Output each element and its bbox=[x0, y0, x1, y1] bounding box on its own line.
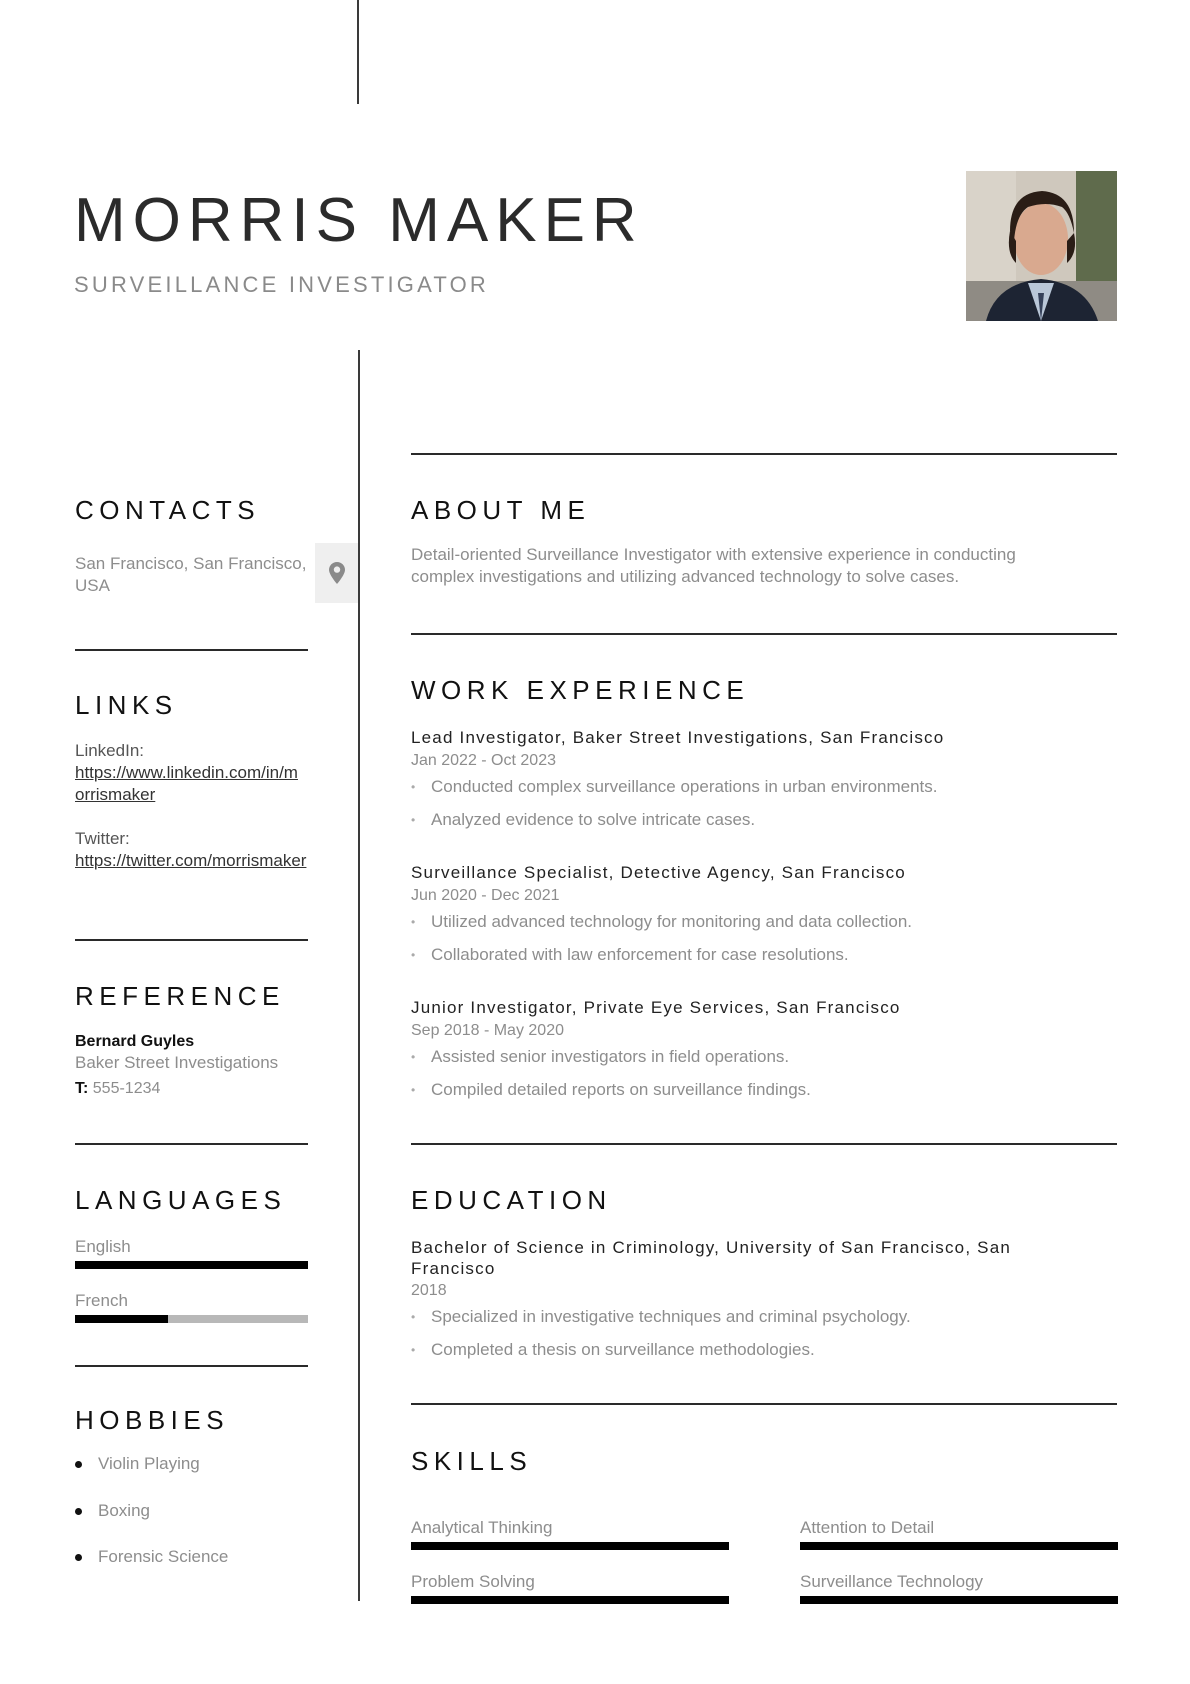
job-dates: Jun 2020 - Dec 2021 bbox=[411, 887, 560, 904]
skill-item bbox=[800, 1573, 1118, 1604]
education-bullet bbox=[411, 1339, 1071, 1361]
skill-item bbox=[411, 1519, 729, 1550]
skill-name: Attention to Detail bbox=[800, 1518, 935, 1537]
hobby-item bbox=[75, 1501, 150, 1521]
skill-name: Problem Solving bbox=[411, 1572, 535, 1591]
education-heading: EDUCATION bbox=[411, 1185, 612, 1215]
experience-entry bbox=[411, 862, 1116, 966]
hobby-label: Forensic Science bbox=[98, 1547, 229, 1566]
bullet-icon bbox=[75, 1508, 82, 1515]
bullet-text: Analyzed evidence to solve intricate cases. bbox=[431, 810, 756, 829]
skill-level-bar bbox=[411, 1596, 729, 1604]
skill-item bbox=[800, 1519, 1118, 1550]
job-bullet bbox=[411, 809, 1116, 831]
profile-photo bbox=[966, 171, 1117, 321]
experience-entry bbox=[411, 727, 1116, 831]
skills-heading: SKILLS bbox=[411, 1446, 533, 1476]
link-item-linkedin bbox=[75, 740, 307, 806]
experience-divider bbox=[411, 1143, 1117, 1145]
bullet-text: Conducted complex surveillance operations in urban environments. bbox=[431, 777, 938, 796]
languages-divider bbox=[75, 1365, 308, 1367]
language-level-fill bbox=[75, 1261, 308, 1269]
job-title: Surveillance Specialist, Detective Agency, San Francisco bbox=[411, 863, 906, 882]
column-vertical-divider bbox=[358, 350, 360, 1601]
skill-level-bar bbox=[411, 1542, 729, 1550]
contacts-heading: CONTACTS bbox=[75, 495, 261, 525]
links-heading: LINKS bbox=[75, 690, 178, 720]
bullet-text: Assisted senior investigators in field operations. bbox=[431, 1047, 790, 1066]
degree-title: Bachelor of Science in Criminology, University of San Francisco, San Francisco bbox=[411, 1238, 1012, 1278]
contact-address: San Francisco, San Francisco, USA bbox=[75, 554, 307, 595]
job-dates: Sep 2018 - May 2020 bbox=[411, 1022, 564, 1039]
skill-level-bar bbox=[800, 1542, 1118, 1550]
bullet-icon: • bbox=[411, 1310, 416, 1324]
phone-value: 555-1234 bbox=[92, 1080, 161, 1097]
skill-level-bar bbox=[800, 1596, 1118, 1604]
linkedin-label: LinkedIn: bbox=[75, 741, 144, 760]
bullet-icon: • bbox=[411, 915, 416, 929]
language-item-english bbox=[75, 1238, 308, 1269]
skill-item bbox=[411, 1573, 729, 1604]
twitter-label: Twitter: bbox=[75, 829, 130, 848]
bullet-icon: • bbox=[411, 813, 416, 827]
reference-name: Bernard Guyles bbox=[75, 1033, 195, 1050]
bullet-icon: • bbox=[411, 1050, 416, 1064]
bullet-icon bbox=[75, 1461, 82, 1468]
reference-divider bbox=[75, 1143, 308, 1145]
bullet-text: Completed a thesis on surveillance methodologies. bbox=[431, 1340, 815, 1359]
phone-label: T: bbox=[75, 1080, 89, 1097]
language-level-fill bbox=[75, 1315, 168, 1323]
language-level-bar bbox=[75, 1315, 308, 1323]
bullet-icon: • bbox=[411, 1343, 416, 1357]
job-bullet bbox=[411, 776, 1116, 798]
education-divider bbox=[411, 1403, 1117, 1405]
bullet-icon: • bbox=[411, 948, 416, 962]
bullet-text: Compiled detailed reports on surveillance findings. bbox=[431, 1080, 811, 1099]
top-vertical-divider bbox=[357, 0, 359, 104]
bullet-text: Specialized in investigative techniques and criminal psychology. bbox=[431, 1307, 911, 1326]
reference-company: Baker Street Investigations bbox=[75, 1053, 279, 1072]
hobby-item bbox=[75, 1454, 200, 1474]
skill-name: Analytical Thinking bbox=[411, 1518, 553, 1537]
bullet-icon: • bbox=[411, 1083, 416, 1097]
link-item-twitter bbox=[75, 828, 307, 872]
hobbies-heading: HOBBIES bbox=[75, 1405, 230, 1435]
candidate-name: MORRIS MAKER bbox=[74, 186, 644, 255]
job-bullet bbox=[411, 911, 1116, 933]
links-list bbox=[75, 740, 307, 872]
education-entry bbox=[411, 1237, 1071, 1361]
reference-phone bbox=[75, 1078, 315, 1100]
candidate-title: SURVEILLANCE INVESTIGATOR bbox=[74, 272, 489, 297]
job-bullet bbox=[411, 944, 1116, 966]
twitter-link[interactable]: https://twitter.com/morrismaker bbox=[75, 851, 307, 870]
bullet-icon: • bbox=[411, 780, 416, 794]
links-divider bbox=[75, 939, 308, 941]
portrait-image bbox=[966, 171, 1117, 321]
education-year: 2018 bbox=[411, 1282, 447, 1299]
hobby-label: Boxing bbox=[98, 1501, 150, 1520]
bullet-icon bbox=[75, 1554, 82, 1561]
languages-heading: LANGUAGES bbox=[75, 1185, 287, 1215]
job-dates: Jan 2022 - Oct 2023 bbox=[411, 752, 556, 769]
about-top-divider bbox=[411, 453, 1117, 455]
linkedin-link[interactable]: https://www.linkedin.com/in/morrismaker bbox=[75, 763, 298, 804]
language-level-bar bbox=[75, 1261, 308, 1269]
education-bullet bbox=[411, 1306, 1071, 1328]
job-bullet bbox=[411, 1079, 1116, 1101]
experience-entry bbox=[411, 997, 1116, 1101]
contacts-divider bbox=[75, 649, 308, 651]
language-name: French bbox=[75, 1291, 128, 1310]
skill-name: Surveillance Technology bbox=[800, 1572, 984, 1591]
language-name: English bbox=[75, 1237, 131, 1256]
reference-block bbox=[75, 1032, 315, 1100]
location-icon-box bbox=[315, 543, 358, 603]
hobby-label: Violin Playing bbox=[98, 1454, 200, 1473]
map-pin-icon bbox=[329, 562, 345, 584]
bullet-text: Collaborated with law enforcement for case resolutions. bbox=[431, 945, 849, 964]
job-bullet bbox=[411, 1046, 1116, 1068]
hobby-item bbox=[75, 1547, 228, 1567]
about-heading: ABOUT ME bbox=[411, 495, 591, 525]
work-experience-heading: WORK EXPERIENCE bbox=[411, 675, 750, 705]
about-text: Detail-oriented Surveillance Investigator with extensive experience in conducting complex investigations and utilizing advanced technology to solve cases. bbox=[411, 545, 1016, 586]
job-title: Lead Investigator, Baker Street Investigations, San Francisco bbox=[411, 728, 945, 747]
job-title: Junior Investigator, Private Eye Services, San Francisco bbox=[411, 998, 901, 1017]
language-item-french bbox=[75, 1292, 308, 1323]
bullet-text: Utilized advanced technology for monitoring and data collection. bbox=[431, 912, 913, 931]
reference-heading: REFERENCE bbox=[75, 981, 285, 1011]
about-divider bbox=[411, 633, 1117, 635]
